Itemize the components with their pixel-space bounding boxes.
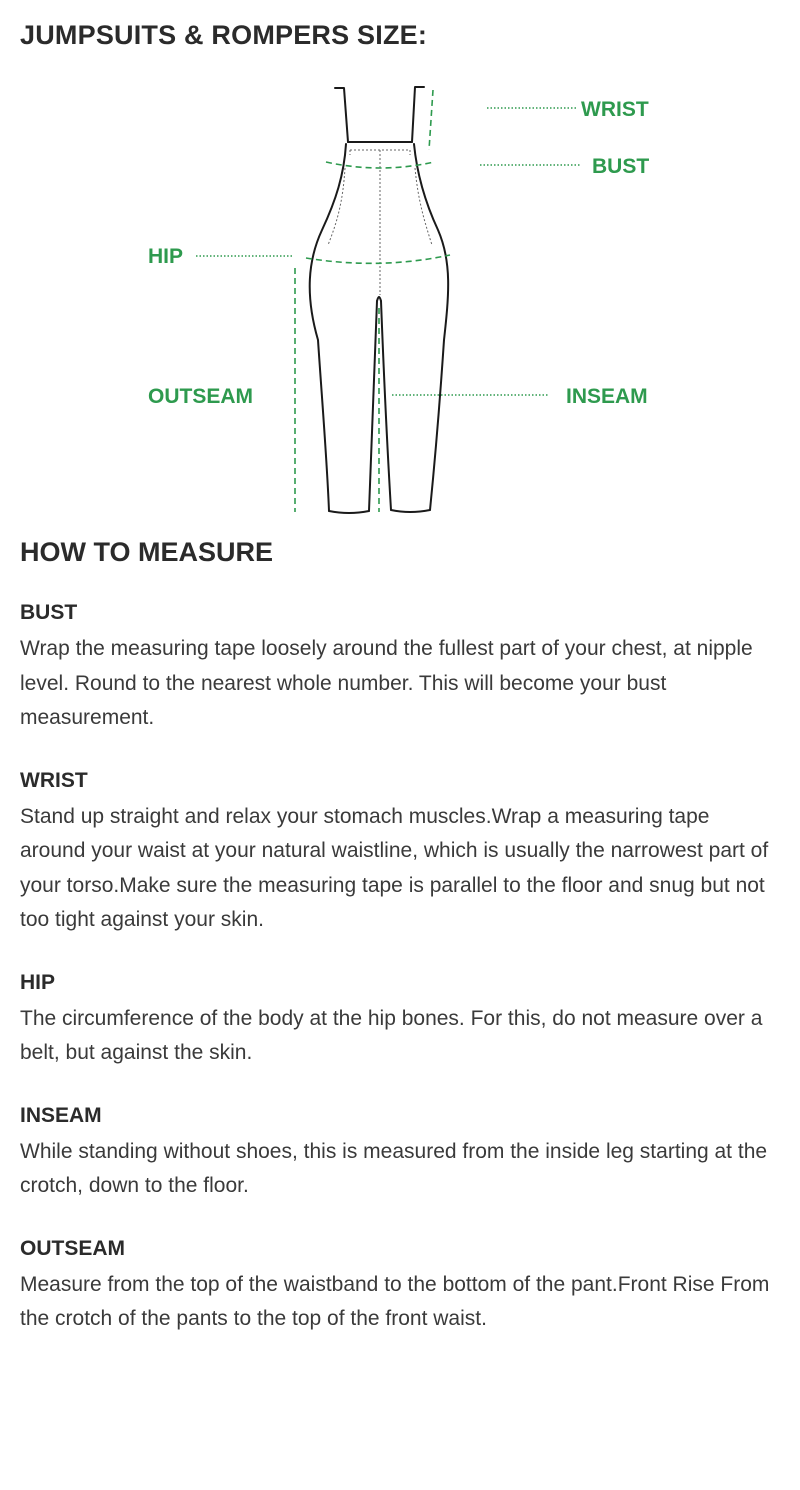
section-title: OUTSEAM — [20, 1236, 125, 1260]
how-to-measure-heading: HOW TO MEASURE — [20, 537, 274, 567]
wrist-section — [20, 766, 780, 938]
section-title: INSEAM — [20, 1103, 102, 1127]
inseam-label: INSEAM — [566, 385, 648, 408]
jumpsuit-measurement-diagram — [0, 80, 800, 520]
bust-label: BUST — [592, 155, 650, 178]
bust-section — [20, 598, 780, 736]
stitch-details — [328, 150, 432, 295]
hip-section — [20, 968, 780, 1071]
page-title: JUMPSUITS & ROMPERS SIZE: — [20, 20, 428, 50]
section-title: BUST — [20, 601, 78, 624]
hip-label: HIP — [148, 245, 184, 268]
wrist-label: WRIST — [581, 98, 649, 121]
section-description: While standing without shoes, this is measured from the inside leg starting at the crotch, down to the floor. — [20, 1139, 768, 1197]
label-leaders — [196, 108, 580, 395]
section-description: Stand up straight and relax your stomach muscles.Wrap a measuring tape around your waist at your natural waistline, which is usually the narrowest part of your torso.Make sure the measuring tape is parallel to the floor and snug but not too tight against your skin. — [20, 804, 769, 931]
section-description: Measure from the top of the waistband to the bottom of the pant.Front Rise From the crotch of the pants to the top of the front waist. — [20, 1272, 770, 1330]
measurement-instructions — [20, 598, 780, 1337]
outseam-section — [20, 1234, 780, 1337]
section-description: The circumference of the body at the hip bones. For this, do not measure over a belt, but against the skin. — [20, 1006, 763, 1064]
outseam-label: OUTSEAM — [148, 385, 253, 408]
inseam-section — [20, 1101, 780, 1204]
section-description: Wrap the measuring tape loosely around the fullest part of your chest, at nipple level. Round to the nearest whole number. This will become your bust measurement. — [20, 637, 753, 729]
section-title: WRIST — [20, 768, 88, 792]
measurement-guides — [295, 90, 450, 512]
section-title: HIP — [20, 970, 56, 994]
